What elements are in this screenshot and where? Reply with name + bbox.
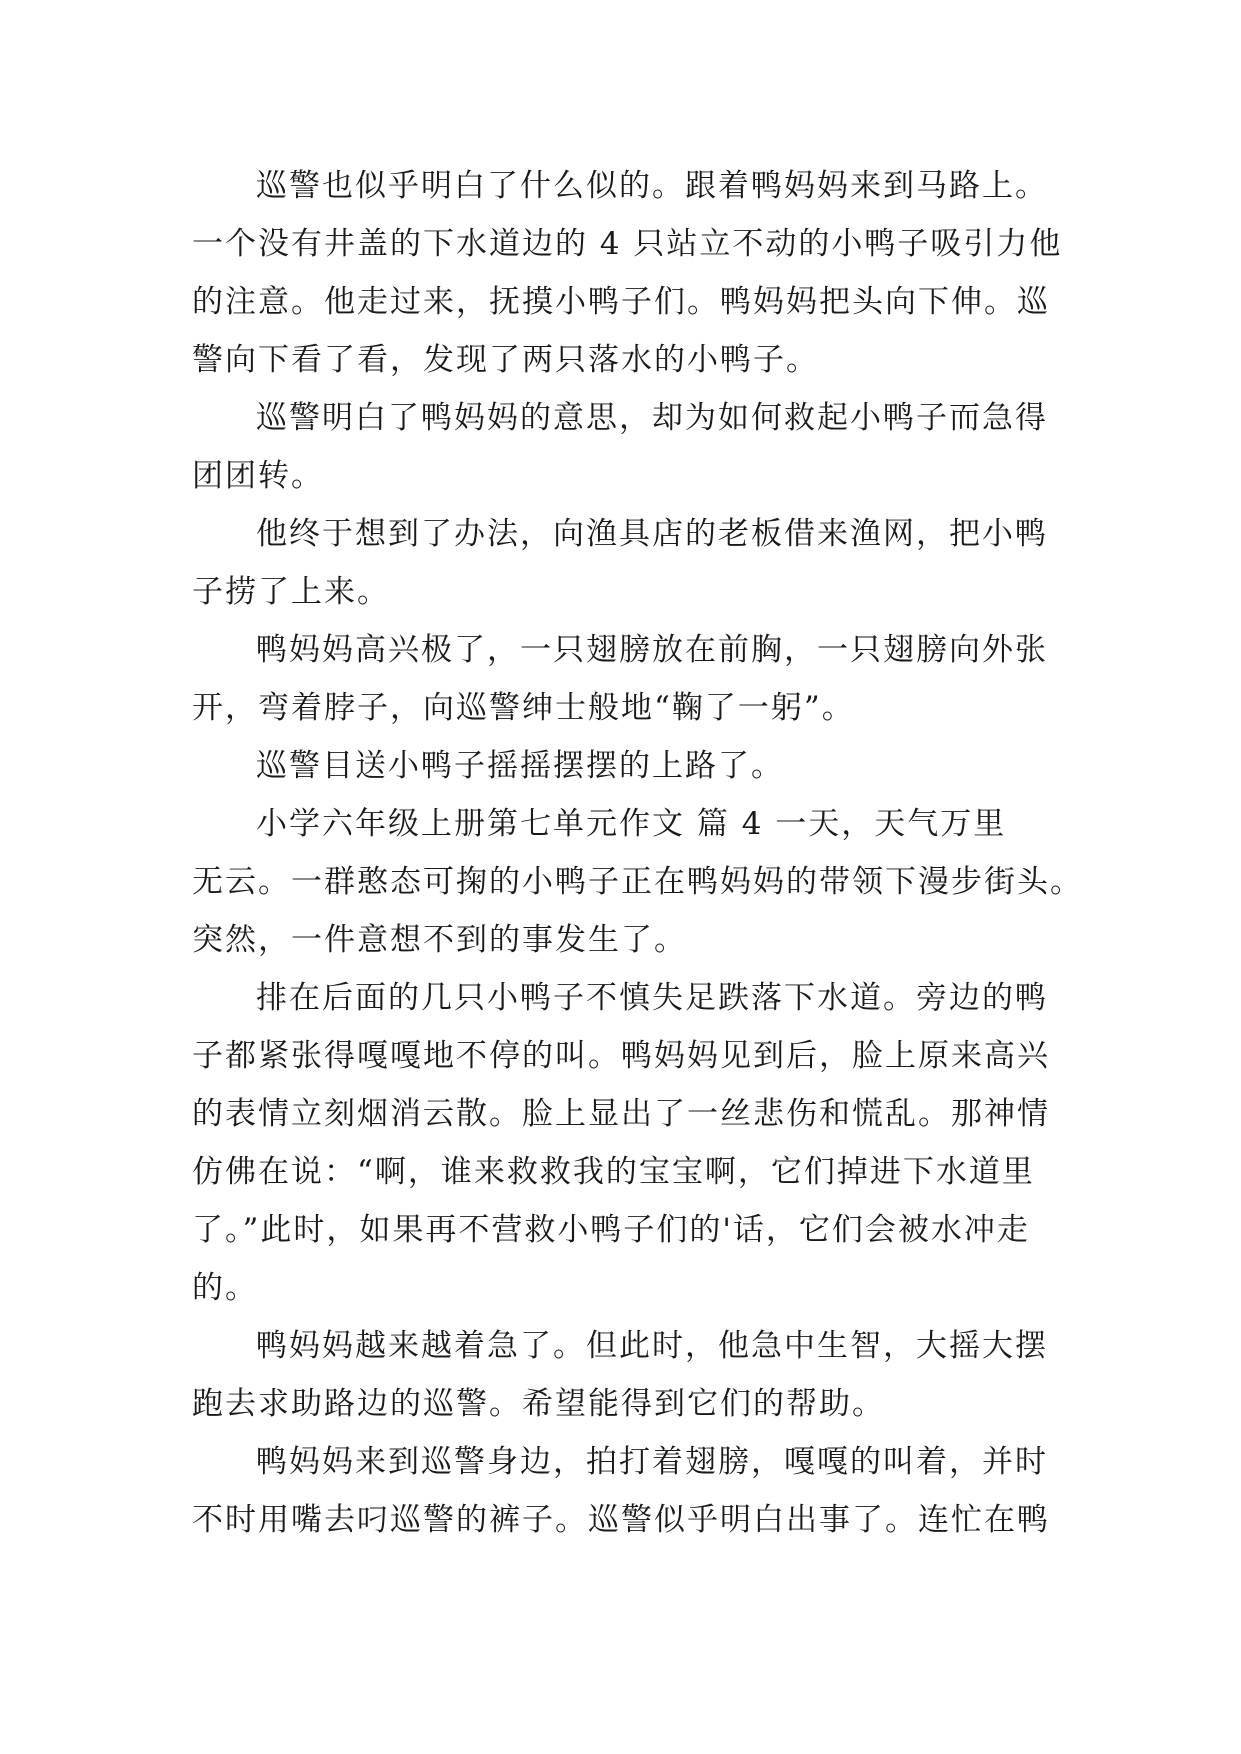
text-line: 开，弯着脖子，向巡警绅士般地“鞠了一躬”。: [192, 690, 855, 726]
text-line: 排在后面的几只小鸭子不慎失足跌落下水道。旁边的鸭: [256, 980, 1048, 1016]
text-line: 跑去求助路边的巡警。希望能得到它们的帮助。: [192, 1386, 885, 1422]
text-line: 巡警也似乎明白了什么似的。跟着鸭妈妈来到马路上。: [256, 168, 1048, 204]
text-line: 无云。一群憨态可掬的小鸭子正在鸭妈妈的带领下漫步街头。: [192, 864, 1083, 900]
text-line: 鸭妈妈来到巡警身边，拍打着翅膀，嘎嘎的叫着，并时: [256, 1444, 1048, 1480]
section-heading-line: 小学六年级上册第七单元作文 篇 4 一天，天气万里: [256, 806, 1007, 842]
text-line: 的表情立刻烟消云散。脸上显出了一丝悲伤和慌乱。那神情: [192, 1096, 1050, 1132]
text-line: 子捞了上来。: [192, 574, 390, 610]
text-line: 的注意。他走过来，抚摸小鸭子们。鸭妈妈把头向下伸。巡: [192, 284, 1050, 320]
text-line: 鸭妈妈越来越着急了。但此时，他急中生智，大摇大摆: [256, 1328, 1048, 1364]
text-line: 巡警明白了鸭妈妈的意思，却为如何救起小鸭子而急得: [256, 400, 1048, 436]
text-line: 了。”此时，如果再不营救小鸭子们的'话，它们会被水冲走: [192, 1212, 1030, 1248]
text-line: 不时用嘴去叼巡警的裤子。巡警似乎明白出事了。连忙在鸭: [192, 1502, 1050, 1538]
text-line: 子都紧张得嘎嘎地不停的叫。鸭妈妈见到后，脸上原来高兴: [192, 1038, 1050, 1074]
text-line: 他终于想到了办法，向渔具店的老板借来渔网，把小鸭: [256, 516, 1048, 552]
text-line: 警向下看了看，发现了两只落水的小鸭子。: [192, 342, 819, 378]
text-line: 的。: [192, 1270, 258, 1306]
text-line: 团团转。: [192, 458, 324, 494]
text-line: 仿佛在说：“啊，谁来救救我的宝宝啊，它们掉进下水道里: [192, 1154, 1035, 1190]
text-line: 突然，一件意想不到的事发生了。: [192, 922, 687, 958]
text-line: 巡警目送小鸭子摇摇摆摆的上路了。: [256, 748, 784, 784]
text-line: 一个没有井盖的下水道边的 4 只站立不动的小鸭子吸引力他: [192, 226, 1063, 262]
text-line: 鸭妈妈高兴极了，一只翅膀放在前胸，一只翅膀向外张: [256, 632, 1048, 668]
